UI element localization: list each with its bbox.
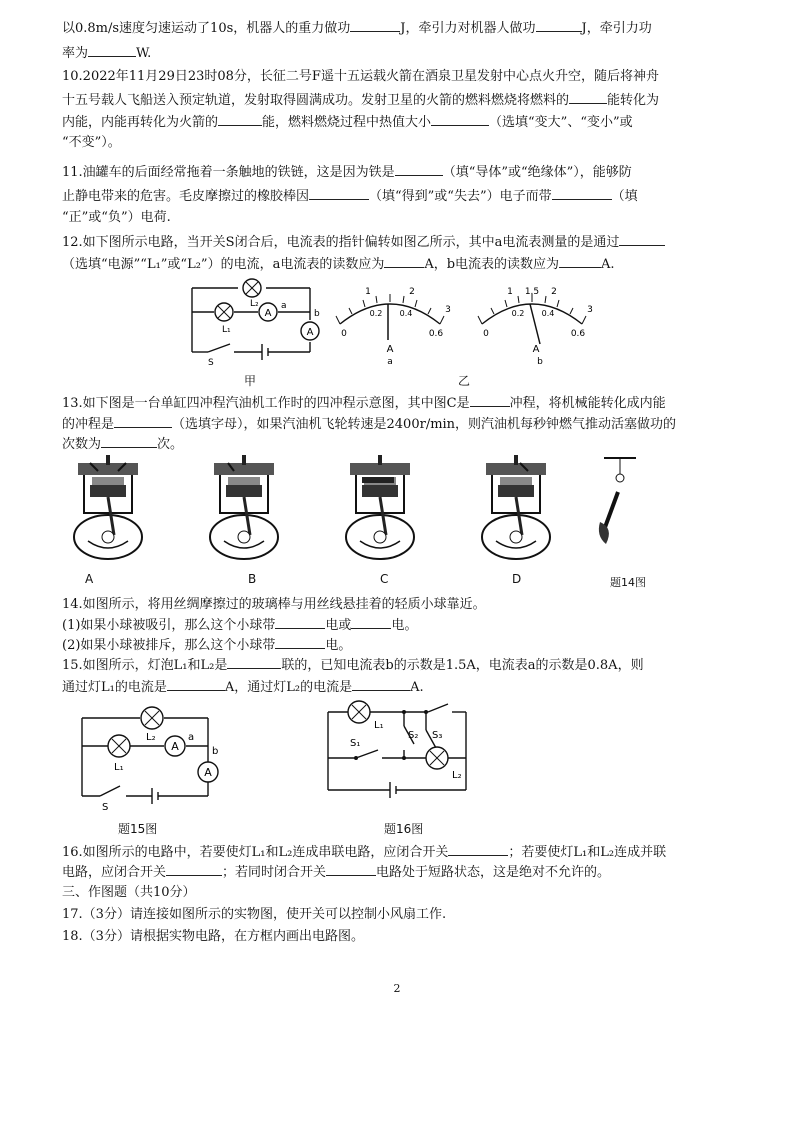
answer-blank[interactable] [470, 393, 510, 407]
svg-text:A: A [264, 308, 272, 319]
svg-text:b: b [537, 357, 543, 367]
ammeter-a [165, 736, 185, 756]
answer-blank[interactable] [275, 635, 325, 649]
caption-a: A [85, 572, 94, 586]
fig-jia-caption: 甲 [244, 374, 257, 388]
caption-c: C [380, 572, 389, 586]
label-l2: L₂ [452, 770, 462, 781]
q12-line1: 12.如下图所示电路，当开关S闭合后，电流表的指针偏转如图乙所示，其中a电流表测量的是通过 [62, 232, 754, 252]
q11-line2: 止静电带来的危害。毛皮摩擦过的橡胶棒因 （填“得到”或“失去”）电子而带 （填 [62, 186, 754, 206]
q13-line3: 次数为 次。 [62, 434, 754, 454]
answer-blank[interactable] [166, 862, 222, 876]
svg-text:0.6: 0.6 [570, 329, 586, 339]
answer-blank[interactable] [352, 677, 410, 691]
answer-blank[interactable] [384, 254, 424, 268]
q18: 18.（3分）请根据实物电路，在方框内画出电路图。 [62, 929, 364, 944]
svg-text:1.5: 1.5 [524, 287, 540, 297]
svg-text:0: 0 [341, 329, 347, 339]
q12-circuit-diagram [180, 270, 330, 370]
needle [530, 304, 540, 344]
answer-blank[interactable] [431, 112, 489, 126]
lamp-l1 [108, 735, 130, 757]
svg-text:2: 2 [551, 287, 557, 297]
q11-line1: 11.油罐车的后面经常拖着一条触地的铁链，这是因为铁是 （填“导体”或“绝缘体”），能够防 [62, 162, 754, 182]
svg-text:0.2: 0.2 [369, 309, 383, 318]
ammeter-a [259, 303, 277, 321]
label-l2: L₂ [146, 732, 156, 743]
label-s3: S₃ [432, 730, 443, 741]
q14-line2: (1)如果小球被吸引，那么这个小球带 电或 电。 [62, 615, 754, 635]
section-heading: 三、作图题（共10分） [62, 885, 196, 900]
q12-line2: （选填“电源”“L₁”或“L₂”）的电流，a电流表的读数应为 A，b电流表的读数应为 A. [62, 254, 754, 274]
label-s2: S₂ [408, 730, 419, 741]
lamp-l2 [141, 707, 163, 729]
q15-circuit-diagram [74, 700, 234, 813]
answer-blank[interactable] [275, 615, 325, 629]
lamp-l1 [348, 701, 370, 723]
svg-text:1: 1 [507, 287, 513, 297]
answer-blank[interactable] [114, 414, 172, 428]
engine-stroke-diagrams [70, 455, 550, 570]
answer-blank[interactable] [569, 90, 607, 104]
q17: 17.（3分）请连接如图所示的实物图，使开关可以控制小风扇工作. [62, 907, 447, 922]
svg-text:3: 3 [445, 305, 451, 315]
svg-text:A: A [171, 740, 179, 753]
q10-line3: 内能，内能再转化为火箭的 能，燃料燃烧过程中热值大小 （选填“变大”、“变小”或 [62, 112, 754, 132]
svg-text:0.2: 0.2 [511, 309, 525, 318]
label-l1: L₁ [222, 325, 231, 335]
svg-text:a: a [387, 357, 393, 367]
q16-line2: 电路，应闭合开关 ；若同时闭合开关 电路处于短路状态，这是绝对不允许的。 [62, 862, 754, 882]
answer-blank[interactable] [350, 18, 400, 32]
q10-line4: “不变”）。 [62, 135, 121, 150]
q16-line1: 16.如图所示的电路中，若要使灯L₁和L₂连成串联电路，应闭合开关 ；若要使灯L₁和L₂连成并联 [62, 842, 754, 862]
engine-a [74, 455, 142, 559]
label-l2: L₂ [250, 299, 259, 309]
answer-blank[interactable] [448, 842, 508, 856]
answer-blank[interactable] [326, 862, 376, 876]
lamp-l1 [215, 303, 233, 321]
svg-text:0.4: 0.4 [399, 309, 413, 318]
svg-text:A: A [386, 344, 394, 355]
label-s: S [208, 358, 214, 368]
answer-blank[interactable] [351, 615, 391, 629]
svg-text:0: 0 [483, 329, 489, 339]
svg-text:1: 1 [365, 287, 371, 297]
q10-line2: 十五号载人飞船送入预定轨道，发射取得圆满成功。发射卫星的火箭的燃料燃烧将燃料的 能转化为 [62, 90, 754, 110]
label-a: a [188, 732, 195, 743]
ammeter-dial-b [472, 282, 602, 372]
q13-line1: 13.如下图是一台单缸四冲程汽油机工作时的四冲程示意图，其中图C是 冲程，将机械能转化成内能 [62, 393, 754, 413]
label-l1: L₁ [114, 762, 124, 773]
engine-c [346, 455, 414, 559]
q14-line1: 14.如图所示，将用丝绸摩擦过的玻璃棒与用丝线悬挂着的轻质小球靠近。 [62, 597, 486, 612]
q9-line2: 率为 W. [62, 43, 754, 63]
q10-line1: 10.2022年11月29日23时08分，长征二号F遥十五运载火箭在酒泉卫星发射中心点火升空，随后将神舟 [62, 69, 659, 84]
svg-text:0.4: 0.4 [541, 309, 555, 318]
ammeter-dial-a [330, 282, 460, 372]
engine-d [482, 455, 550, 559]
answer-blank[interactable] [395, 162, 443, 176]
ammeter-b [301, 322, 319, 340]
ammeter-b [198, 762, 218, 782]
q15-line2: 通过灯L₁的电流是 A，通过灯L₂的电流是 A. [62, 677, 754, 697]
label-l1: L₁ [374, 720, 384, 731]
q15-line1: 15.如图所示，灯泡L₁和L₂是 联的，已知电流表b的示数是1.5A，电流表a的示数是0.8A，则 [62, 655, 754, 675]
caption-b: B [248, 572, 257, 586]
q13-line2: 的冲程是 （选填字母），如果汽油机飞轮转速是2400r/min，则汽油机每秒钟燃气推动活塞做功的 [62, 414, 754, 434]
q14-line3: (2)如果小球被排斥，那么这个小球带 电。 [62, 635, 754, 655]
answer-blank[interactable] [552, 186, 612, 200]
fig-yi-caption: 乙 [458, 374, 471, 388]
label-b: b [314, 309, 320, 319]
answer-blank[interactable] [218, 112, 262, 126]
answer-blank[interactable] [167, 677, 225, 691]
q11-line3: “正”或“负”）电荷. [62, 210, 171, 225]
lamp-l2 [426, 747, 448, 769]
caption-q16-fig: 题16图 [384, 822, 424, 836]
label-a: a [281, 301, 287, 311]
svg-text:A: A [532, 344, 540, 355]
answer-blank[interactable] [309, 186, 369, 200]
svg-text:2: 2 [409, 287, 415, 297]
glass-rod [604, 492, 618, 530]
label-b: b [212, 746, 219, 757]
label-s1: S₁ [350, 738, 361, 749]
caption-q14-fig: 题14图 [610, 576, 646, 589]
label-s: S [102, 802, 109, 813]
svg-text:A: A [204, 766, 212, 779]
engine-b [210, 455, 278, 559]
answer-blank[interactable] [101, 434, 157, 448]
answer-blank[interactable] [88, 43, 136, 57]
answer-blank[interactable] [536, 18, 582, 32]
rod-ball-diagram [596, 452, 656, 562]
svg-text:0.6: 0.6 [428, 329, 444, 339]
svg-text:3: 3 [587, 305, 593, 315]
q16-circuit-diagram [320, 698, 480, 808]
caption-d: D [512, 572, 522, 586]
q9-line1: 以0.8m/s速度匀速运动了10s，机器人的重力做功 J，牵引力对机器人做功 J，牵引力功 [62, 18, 754, 38]
page-number: 2 [393, 982, 401, 995]
caption-q15-fig: 题15图 [118, 822, 158, 836]
answer-blank[interactable] [559, 254, 601, 268]
answer-blank[interactable] [227, 655, 281, 669]
answer-blank[interactable] [619, 232, 665, 246]
lamp-l2 [243, 279, 261, 297]
ball [616, 474, 624, 482]
svg-text:A: A [306, 327, 314, 338]
